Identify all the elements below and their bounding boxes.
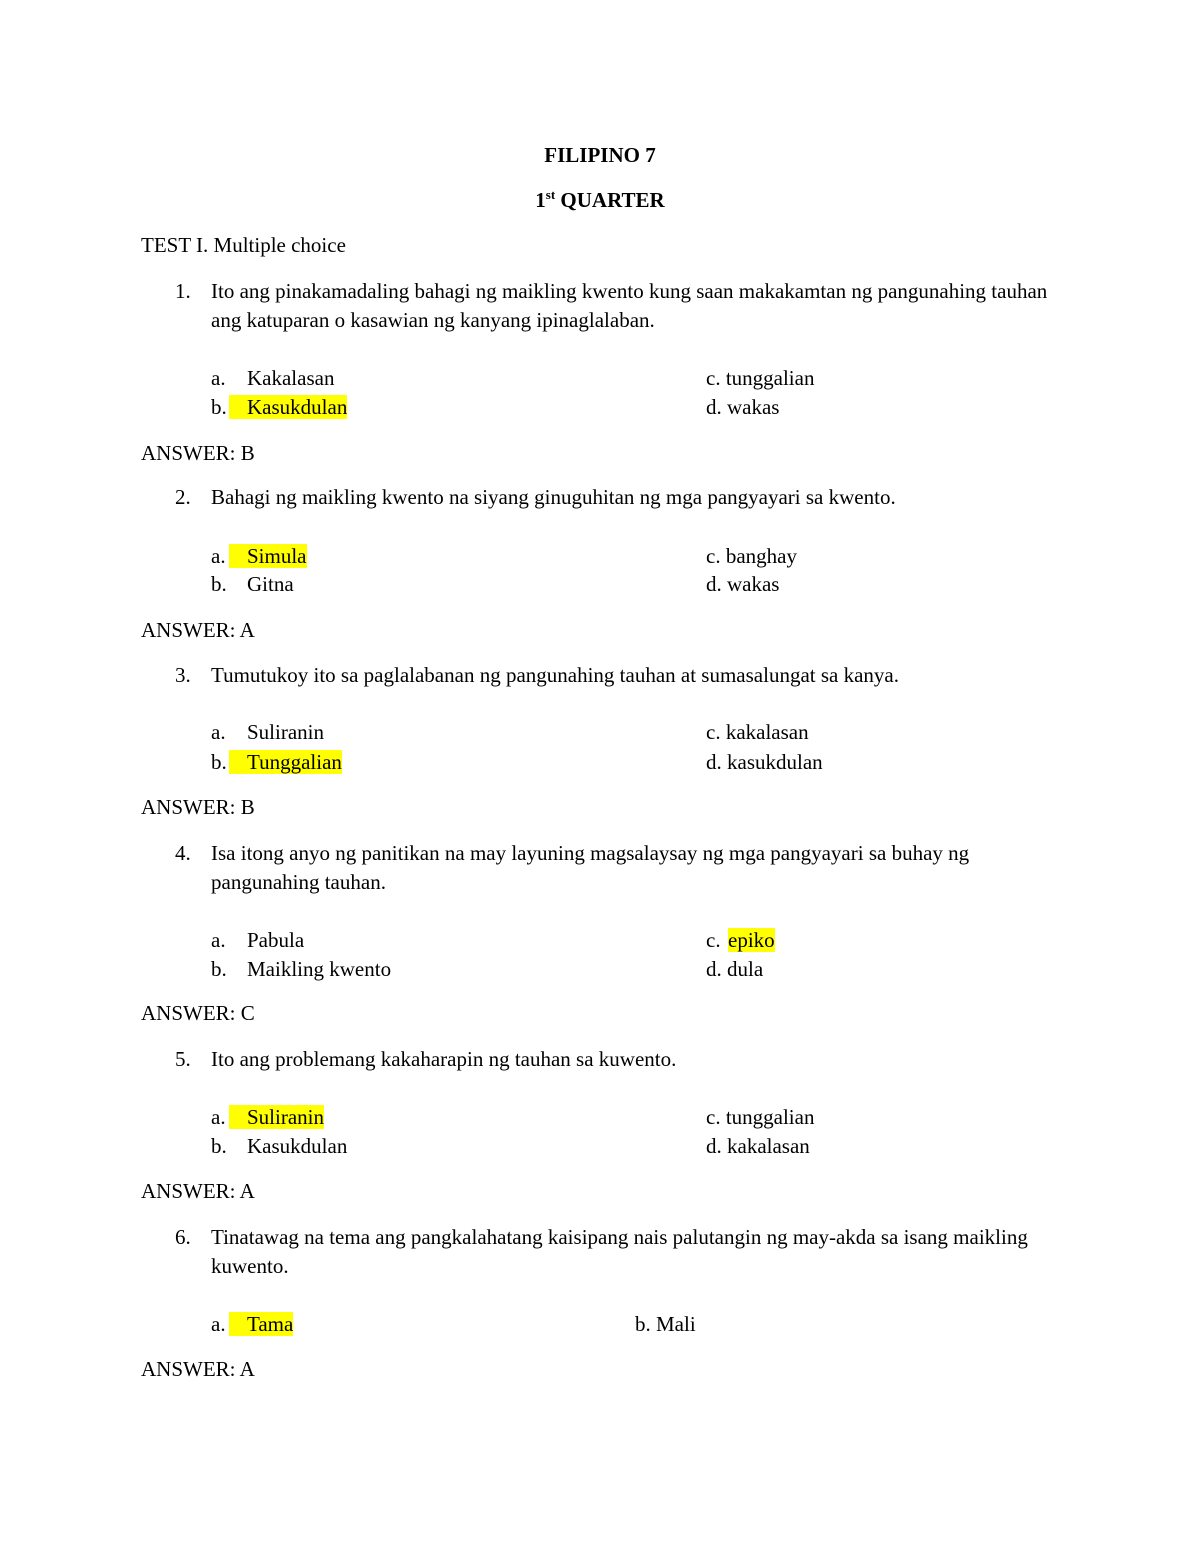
option-b: Gitna [247, 572, 294, 596]
option-a-highlighted [229, 1310, 293, 1339]
option-letter-b: b. [211, 750, 227, 774]
option-b-highlighted [229, 393, 347, 422]
question-text: Ito ang problemang kakaharapin ng tauhan sa kuwento. [211, 1047, 677, 1071]
question-text: Tumutukoy ito sa paglalabanan ng pangunahing tauhan at sumasalungat sa kanya. [211, 663, 899, 687]
option-c: c. kakalasan [706, 720, 809, 744]
option-letter-a: a. [211, 928, 226, 952]
question-number: 1. [175, 279, 191, 303]
quarter-ordinal-suffix: st [545, 187, 556, 202]
option-letter-a: a. [211, 366, 226, 390]
answer-highlight: Simula [229, 544, 307, 568]
document-title: FILIPINO 7 [544, 143, 656, 167]
option-letter-a: a. [211, 544, 226, 568]
option-d: d. wakas [706, 395, 780, 419]
option-letter-b: b. [211, 572, 227, 596]
question-text: Bahagi ng maikling kwento na siyang ginuguhitan ng mga pangyayari sa kwento. [211, 485, 896, 509]
question-text: Isa itong anyo ng panitikan na may layuning magsalaysay ng mga pangyayari sa buhay ng pangunahing tauhan. [211, 841, 970, 894]
option-letter-b: b. [211, 957, 227, 981]
option-letter-c: c. [706, 928, 721, 952]
option-a: Suliranin [247, 720, 324, 744]
option-a-highlighted [229, 1103, 324, 1132]
option-d: d. kasukdulan [706, 750, 823, 774]
answer-line: ANSWER: B [141, 795, 255, 819]
option-d: d. wakas [706, 572, 780, 596]
option-letter-a: a. [211, 720, 226, 744]
answer-highlight: Tama [229, 1312, 293, 1336]
option-b: Maikling kwento [247, 957, 392, 981]
answer-line: ANSWER: A [141, 618, 255, 642]
answer-line: ANSWER: C [141, 1001, 255, 1025]
option-c: c. banghay [706, 544, 797, 568]
test-label: TEST I. Multiple choice [141, 233, 346, 257]
answer-line: ANSWER: A [141, 1357, 255, 1381]
option-letter-a: a. [211, 1105, 226, 1129]
question-text: Tinatawag na tema ang pangkalahatang kaisipang nais palutangin ng may-akda sa isang maikling kuwento. [211, 1225, 1028, 1278]
option-letter-b: b. [211, 1134, 227, 1158]
question-number: 3. [175, 663, 191, 687]
answer-highlight: Suliranin [229, 1105, 324, 1129]
option-a: Pabula [247, 928, 305, 952]
option-c: c. tunggalian [706, 1105, 815, 1129]
option-a-highlighted [229, 542, 307, 571]
option-a: Kakalasan [247, 366, 335, 390]
question-number: 6. [175, 1225, 191, 1249]
answer-highlight: epiko [728, 928, 775, 952]
option-b: b. Mali [635, 1312, 696, 1336]
answer-line: ANSWER: A [141, 1179, 255, 1203]
option-d: d. dula [706, 957, 764, 981]
option-b-highlighted [229, 748, 342, 777]
option-letter-b: b. [211, 395, 227, 419]
option-letter-a: a. [211, 1312, 226, 1336]
option-b: Kasukdulan [247, 1134, 348, 1158]
option-c: c. tunggalian [706, 366, 815, 390]
question-number: 4. [175, 841, 191, 865]
question-text: Ito ang pinakamadaling bahagi ng maikling kwento kung saan makakamtan ng pangunahing tauhan ang katuparan o kasawian ng kanyang ipinaglalaban. [211, 279, 1048, 332]
option-d: d. kakalasan [706, 1134, 810, 1158]
quarter-word: QUARTER [560, 188, 665, 212]
question-number: 5. [175, 1047, 191, 1071]
question-number: 2. [175, 485, 191, 509]
option-c-highlighted [728, 926, 775, 955]
answer-line: ANSWER: B [141, 441, 255, 465]
quarter-number: 1 [535, 188, 546, 212]
answer-highlight: Tunggalian [229, 750, 342, 774]
quarter-heading [0, 187, 1200, 213]
answer-highlight: Kasukdulan [229, 395, 347, 419]
